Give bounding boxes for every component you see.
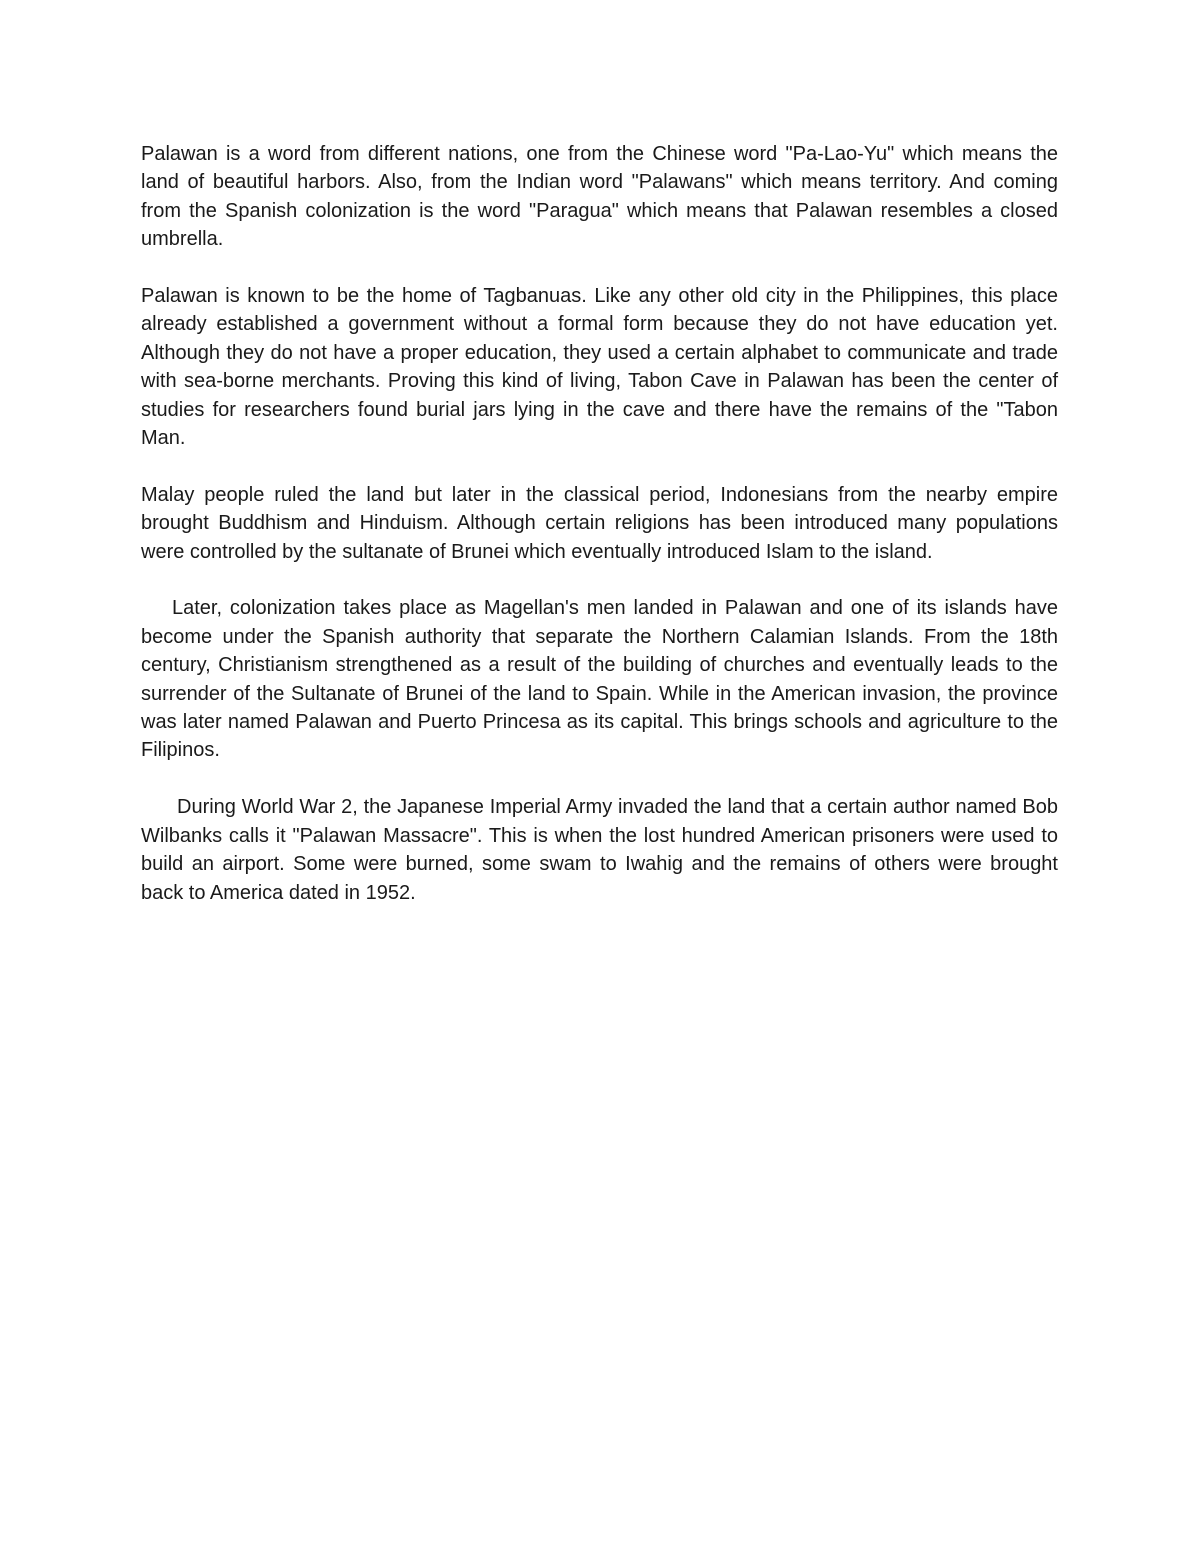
paragraph-religion: Malay people ruled the land but later in the classical period, Indonesians from the nearby empire brought Buddhism and Hinduism. Although certain religions has been introduced many populations were controlled by the sultanate of Brunei which eventually introduced Islam to the island. (141, 483, 1058, 563)
paragraph-world-war: During World War 2, the Japanese Imperial Army invaded the land that a certain author named Bob Wilbanks calls it "Palawan Massacre". This is when the lost hundred American prisoners were used to build an airport. Some were burned, some swam to Iwahig and the remains of others were brought back to America dated in 1952. (141, 796, 1058, 904)
paragraph-etymology: Palawan is a word from different nations, one from the Chinese word "Pa-Lao-Yu" which means the land of beautiful harbors. Also, from the Indian word "Palawans" which means territory. And coming from the Spanish colonization is the word "Paragua" which means that Palawan resembles a closed umbrella. (141, 143, 1058, 251)
paragraph-tagbanuas: Palawan is known to be the home of Tagbanuas. Like any other old city in the Philippines, this place already established a government without a formal form because they do not have education yet. Although they do not have a proper education, they used a certain alphabet to communicate and trade with sea-borne merchants. Proving this kind of living, Tabon Cave in Palawan has been the center of studies for researchers found burial jars lying in the cave and there have the remains of the "Tabon Man. (141, 285, 1058, 450)
paragraph-colonization: Later, colonization takes place as Magellan's men landed in Palawan and one of its islands have become under the Spanish authority that separate the Northern Calamian Islands. From the 18th century, Christianism strengthened as a result of the building of churches and eventually leads to the surrender of the Sultanate of Brunei of the land to Spain. While in the American invasion, the province was later named Palawan and Puerto Princesa as its capital. This brings schools and agriculture to the Filipinos. (141, 597, 1058, 762)
